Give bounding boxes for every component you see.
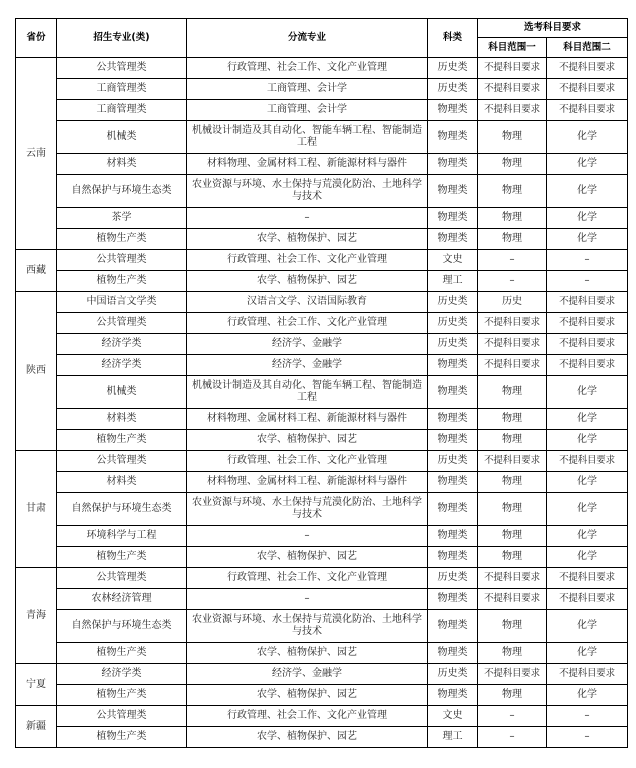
category-cell: 物理类	[428, 589, 478, 610]
sub-majors-cell: –	[187, 526, 428, 547]
category-cell: 历史类	[428, 58, 478, 79]
major-cell: 材料类	[57, 409, 187, 430]
sub-majors-cell: 工商管理、会计学	[187, 79, 428, 100]
range-2-cell: 不提科目要求	[547, 79, 628, 100]
category-cell: 物理类	[428, 472, 478, 493]
range-1-cell: 历史	[478, 292, 547, 313]
major-cell: 茶学	[57, 208, 187, 229]
major-cell: 环境科学与工程	[57, 526, 187, 547]
major-cell: 公共管理类	[57, 250, 187, 271]
range-1-cell: 物理	[478, 208, 547, 229]
range-2-cell: 化学	[547, 376, 628, 409]
sub-majors-cell: 经济学、金融学	[187, 355, 428, 376]
range-2-cell: 不提科目要求	[547, 100, 628, 121]
table-row	[16, 526, 628, 547]
major-cell: 经济学类	[57, 664, 187, 685]
sub-majors-cell: 机械设计制造及其自动化、智能车辆工程、智能制造工程	[187, 121, 428, 154]
category-cell: 物理类	[428, 175, 478, 208]
province-cell: 青海	[16, 568, 57, 664]
sub-majors-cell: 行政管理、社会工作、文化产业管理	[187, 250, 428, 271]
range-2-cell: 不提科目要求	[547, 664, 628, 685]
range-1-cell: 物理	[478, 493, 547, 526]
table-row	[16, 664, 628, 685]
sub-majors-cell: 经济学、金融学	[187, 334, 428, 355]
major-cell: 农林经济管理	[57, 589, 187, 610]
table-row	[16, 334, 628, 355]
header-range-2: 科目范围二	[547, 38, 628, 58]
range-2-cell: –	[547, 271, 628, 292]
major-cell: 自然保护与环境生态类	[57, 175, 187, 208]
sub-majors-cell: 材料物理、金属材料工程、新能源材料与器件	[187, 154, 428, 175]
subject-requirements-table	[15, 18, 628, 748]
range-1-cell: 不提科目要求	[478, 100, 547, 121]
category-cell: 历史类	[428, 334, 478, 355]
range-2-cell: –	[547, 250, 628, 271]
major-cell: 植物生产类	[57, 727, 187, 748]
sub-majors-cell: 农学、植物保护、园艺	[187, 271, 428, 292]
header-row	[16, 19, 628, 38]
major-cell: 植物生产类	[57, 271, 187, 292]
table-row	[16, 79, 628, 100]
range-2-cell: 化学	[547, 175, 628, 208]
major-cell: 公共管理类	[57, 58, 187, 79]
range-1-cell: 不提科目要求	[478, 313, 547, 334]
range-1-cell: 物理	[478, 376, 547, 409]
range-1-cell: 物理	[478, 610, 547, 643]
province-cell: 甘肃	[16, 451, 57, 568]
table-row	[16, 493, 628, 526]
category-cell: 物理类	[428, 430, 478, 451]
table-row	[16, 727, 628, 748]
table-row	[16, 208, 628, 229]
range-1-cell: 不提科目要求	[478, 355, 547, 376]
range-1-cell: 物理	[478, 154, 547, 175]
range-2-cell: 化学	[547, 610, 628, 643]
province-cell: 云南	[16, 58, 57, 250]
range-2-cell: –	[547, 727, 628, 748]
major-cell: 植物生产类	[57, 229, 187, 250]
range-1-cell: 不提科目要求	[478, 589, 547, 610]
range-2-cell: 化学	[547, 472, 628, 493]
major-cell: 工商管理类	[57, 100, 187, 121]
category-cell: 历史类	[428, 292, 478, 313]
major-cell: 经济学类	[57, 355, 187, 376]
category-cell: 物理类	[428, 643, 478, 664]
range-1-cell: 物理	[478, 547, 547, 568]
category-cell: 理工	[428, 727, 478, 748]
table-row	[16, 643, 628, 664]
major-cell: 公共管理类	[57, 313, 187, 334]
major-cell: 公共管理类	[57, 706, 187, 727]
range-1-cell: –	[478, 727, 547, 748]
major-cell: 机械类	[57, 121, 187, 154]
table-row	[16, 589, 628, 610]
range-2-cell: 化学	[547, 208, 628, 229]
category-cell: 物理类	[428, 229, 478, 250]
range-1-cell: 物理	[478, 229, 547, 250]
table-row	[16, 154, 628, 175]
table-row	[16, 430, 628, 451]
category-cell: 物理类	[428, 493, 478, 526]
range-2-cell: 不提科目要求	[547, 451, 628, 472]
table-row	[16, 706, 628, 727]
range-2-cell: 化学	[547, 547, 628, 568]
sub-majors-cell: 工商管理、会计学	[187, 100, 428, 121]
table-row	[16, 292, 628, 313]
range-2-cell: 不提科目要求	[547, 313, 628, 334]
range-1-cell: 物理	[478, 472, 547, 493]
range-1-cell: 物理	[478, 685, 547, 706]
table-row	[16, 451, 628, 472]
category-cell: 物理类	[428, 526, 478, 547]
range-2-cell: 化学	[547, 430, 628, 451]
major-cell: 机械类	[57, 376, 187, 409]
range-2-cell: 不提科目要求	[547, 568, 628, 589]
range-2-cell: 化学	[547, 685, 628, 706]
category-cell: 理工	[428, 271, 478, 292]
sub-majors-cell: 行政管理、社会工作、文化产业管理	[187, 451, 428, 472]
range-2-cell: 不提科目要求	[547, 334, 628, 355]
range-1-cell: –	[478, 271, 547, 292]
range-2-cell: 化学	[547, 643, 628, 664]
sub-majors-cell: 行政管理、社会工作、文化产业管理	[187, 706, 428, 727]
category-cell: 物理类	[428, 409, 478, 430]
range-2-cell: –	[547, 706, 628, 727]
category-cell: 物理类	[428, 376, 478, 409]
province-cell: 陕西	[16, 292, 57, 451]
sub-majors-cell: –	[187, 589, 428, 610]
sub-majors-cell: –	[187, 208, 428, 229]
category-cell: 历史类	[428, 79, 478, 100]
table-row	[16, 175, 628, 208]
category-cell: 物理类	[428, 208, 478, 229]
header-major: 招生专业(类)	[57, 19, 187, 58]
province-cell: 西藏	[16, 250, 57, 292]
table-body	[16, 58, 628, 748]
range-2-cell: 化学	[547, 229, 628, 250]
sub-majors-cell: 机械设计制造及其自动化、智能车辆工程、智能制造工程	[187, 376, 428, 409]
sub-majors-cell: 农学、植物保护、园艺	[187, 727, 428, 748]
sub-majors-cell: 农学、植物保护、园艺	[187, 685, 428, 706]
sub-majors-cell: 农业资源与环境、水土保持与荒漠化防治、土地科学与技术	[187, 493, 428, 526]
range-1-cell: 物理	[478, 121, 547, 154]
range-1-cell: 不提科目要求	[478, 451, 547, 472]
table-row	[16, 376, 628, 409]
range-1-cell: 物理	[478, 175, 547, 208]
header-requirements: 选考科目要求	[478, 19, 628, 38]
category-cell: 历史类	[428, 568, 478, 589]
major-cell: 植物生产类	[57, 643, 187, 664]
sub-majors-cell: 农学、植物保护、园艺	[187, 229, 428, 250]
sub-majors-cell: 农学、植物保护、园艺	[187, 430, 428, 451]
table-row	[16, 229, 628, 250]
sub-majors-cell: 农业资源与环境、水土保持与荒漠化防治、土地科学与技术	[187, 175, 428, 208]
range-1-cell: 物理	[478, 526, 547, 547]
province-cell: 新疆	[16, 706, 57, 748]
category-cell: 物理类	[428, 121, 478, 154]
range-1-cell: 物理	[478, 409, 547, 430]
range-2-cell: 化学	[547, 154, 628, 175]
major-cell: 公共管理类	[57, 451, 187, 472]
major-cell: 植物生产类	[57, 685, 187, 706]
range-1-cell: –	[478, 250, 547, 271]
category-cell: 物理类	[428, 100, 478, 121]
range-1-cell: –	[478, 706, 547, 727]
header-category: 科类	[428, 19, 478, 58]
range-2-cell: 化学	[547, 121, 628, 154]
sub-majors-cell: 汉语言文学、汉语国际教育	[187, 292, 428, 313]
range-1-cell: 不提科目要求	[478, 79, 547, 100]
range-2-cell: 不提科目要求	[547, 355, 628, 376]
range-1-cell: 不提科目要求	[478, 568, 547, 589]
category-cell: 文史	[428, 250, 478, 271]
table-row	[16, 610, 628, 643]
range-2-cell: 化学	[547, 493, 628, 526]
range-2-cell: 化学	[547, 409, 628, 430]
sub-majors-cell: 农业资源与环境、水土保持与荒漠化防治、土地科学与技术	[187, 610, 428, 643]
major-cell: 材料类	[57, 154, 187, 175]
major-cell: 经济学类	[57, 334, 187, 355]
category-cell: 物理类	[428, 685, 478, 706]
category-cell: 文史	[428, 706, 478, 727]
sub-majors-cell: 材料物理、金属材料工程、新能源材料与器件	[187, 472, 428, 493]
sub-majors-cell: 行政管理、社会工作、文化产业管理	[187, 568, 428, 589]
table-row	[16, 250, 628, 271]
range-1-cell: 不提科目要求	[478, 664, 547, 685]
sub-majors-cell: 农学、植物保护、园艺	[187, 547, 428, 568]
range-2-cell: 不提科目要求	[547, 58, 628, 79]
table-row	[16, 100, 628, 121]
category-cell: 历史类	[428, 451, 478, 472]
sub-majors-cell: 农学、植物保护、园艺	[187, 643, 428, 664]
major-cell: 公共管理类	[57, 568, 187, 589]
header-sub-majors: 分流专业	[187, 19, 428, 58]
major-cell: 自然保护与环境生态类	[57, 493, 187, 526]
table-row	[16, 547, 628, 568]
range-1-cell: 不提科目要求	[478, 58, 547, 79]
sub-majors-cell: 材料物理、金属材料工程、新能源材料与器件	[187, 409, 428, 430]
category-cell: 历史类	[428, 664, 478, 685]
table-row	[16, 58, 628, 79]
range-2-cell: 不提科目要求	[547, 589, 628, 610]
table-row	[16, 271, 628, 292]
table-row	[16, 355, 628, 376]
sub-majors-cell: 经济学、金融学	[187, 664, 428, 685]
range-1-cell: 物理	[478, 430, 547, 451]
table-row	[16, 313, 628, 334]
category-cell: 物理类	[428, 547, 478, 568]
major-cell: 自然保护与环境生态类	[57, 610, 187, 643]
category-cell: 物理类	[428, 610, 478, 643]
province-cell: 宁夏	[16, 664, 57, 706]
table-row	[16, 472, 628, 493]
range-1-cell: 物理	[478, 643, 547, 664]
major-cell: 中国语言文学类	[57, 292, 187, 313]
range-2-cell: 化学	[547, 526, 628, 547]
table-row	[16, 121, 628, 154]
table-row	[16, 685, 628, 706]
category-cell: 物理类	[428, 355, 478, 376]
category-cell: 物理类	[428, 154, 478, 175]
table-row	[16, 568, 628, 589]
range-2-cell: 不提科目要求	[547, 292, 628, 313]
major-cell: 植物生产类	[57, 547, 187, 568]
header-province: 省份	[16, 19, 57, 58]
sub-majors-cell: 行政管理、社会工作、文化产业管理	[187, 58, 428, 79]
category-cell: 历史类	[428, 313, 478, 334]
major-cell: 植物生产类	[57, 430, 187, 451]
range-1-cell: 不提科目要求	[478, 334, 547, 355]
sub-majors-cell: 行政管理、社会工作、文化产业管理	[187, 313, 428, 334]
table-row	[16, 409, 628, 430]
major-cell: 材料类	[57, 472, 187, 493]
major-cell: 工商管理类	[57, 79, 187, 100]
header-range-1: 科目范围一	[478, 38, 547, 58]
